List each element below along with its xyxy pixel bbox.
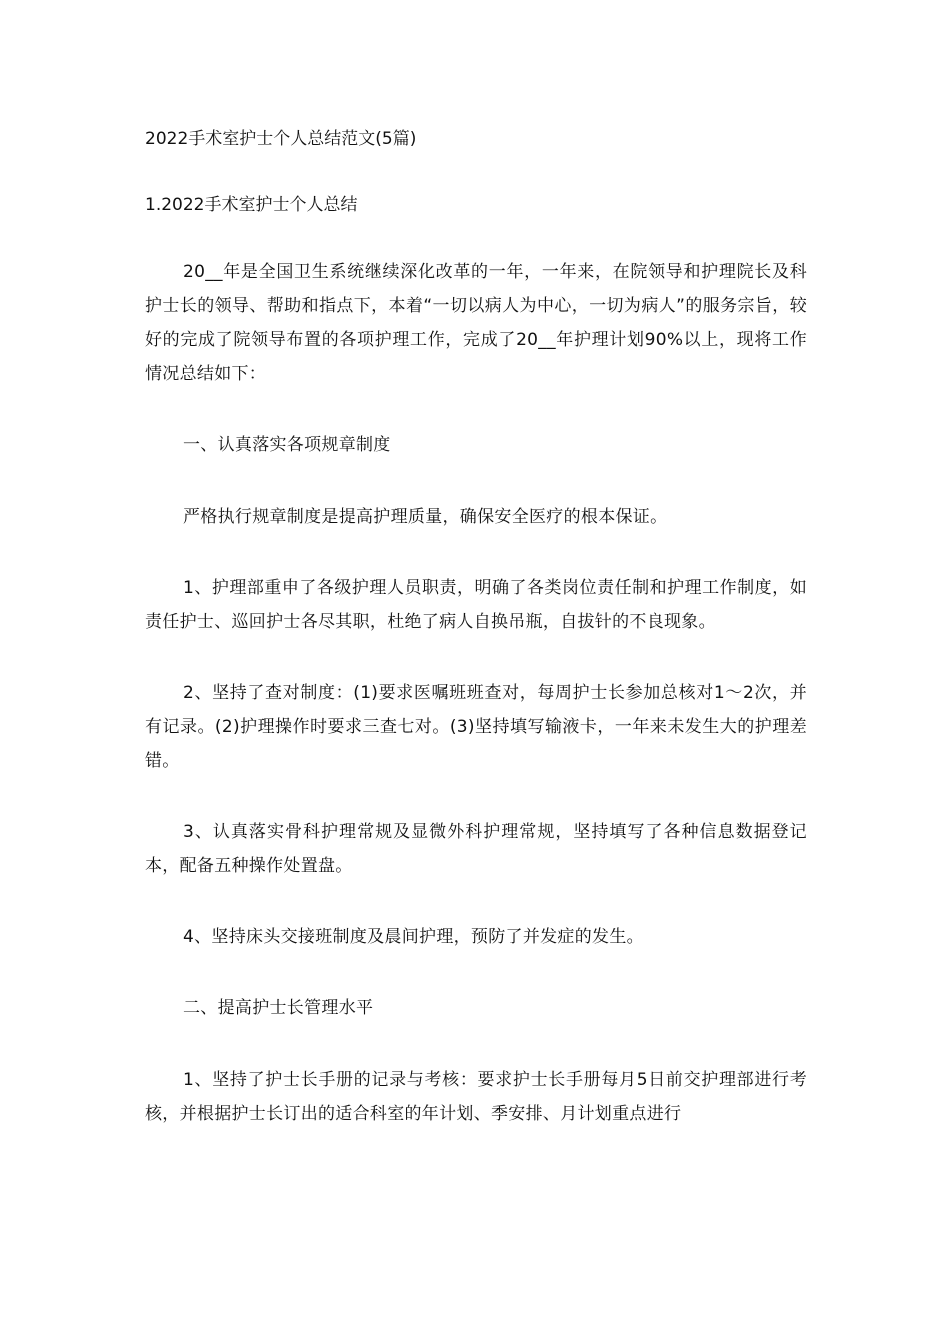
paragraph-management-item-1: 1、坚持了护士长手册的记录与考核：要求护士长手册每月5日前交护理部进行考核，并根据护士长订出的适合科室的年计划、季安排、月计划重点进行	[145, 1070, 807, 1124]
heading-rules: 一、认真落实各项规章制度	[183, 435, 391, 455]
document-title: 2022手术室护士个人总结范文(5篇)	[145, 129, 417, 149]
paragraph-rules-summary: 严格执行规章制度是提高护理质量，确保安全医疗的根本保证。	[183, 507, 668, 527]
heading-management: 二、提高护士长管理水平	[183, 998, 374, 1018]
section-title: 1.2022手术室护士个人总结	[145, 195, 358, 215]
paragraph-item-1: 1、护理部重申了各级护理人员职责，明确了各类岗位责任制和护理工作制度，如责任护士、巡回护士各尽其职，杜绝了病人自换吊瓶，自拔针的不良现象。	[145, 578, 807, 632]
paragraph-item-4: 4、坚持床头交接班制度及晨间护理，预防了并发症的发生。	[183, 927, 644, 947]
intro-paragraph: 20__年是全国卫生系统继续深化改革的一年，一年来，在院领导和护理院长及科护士长的领导、帮助和指点下，本着“一切以病人为中心，一切为病人”的服务宗旨，较好的完成了院领导布置的各项护理工作，完成了20__年护理计划90%以上，现将工作情况总结如下：	[145, 262, 807, 384]
document-body	[145, 125, 807, 1168]
paragraph-item-3: 3、认真落实骨科护理常规及显微外科护理常规，坚持填写了各种信息数据登记本，配备五种操作处置盘。	[145, 822, 807, 876]
paragraph-item-2: 2、坚持了查对制度：(1)要求医嘱班班查对，每周护士长参加总核对1～2次，并有记录。(2)护理操作时要求三查七对。(3)坚持填写输液卡，一年来未发生大的护理差错。	[145, 683, 807, 771]
